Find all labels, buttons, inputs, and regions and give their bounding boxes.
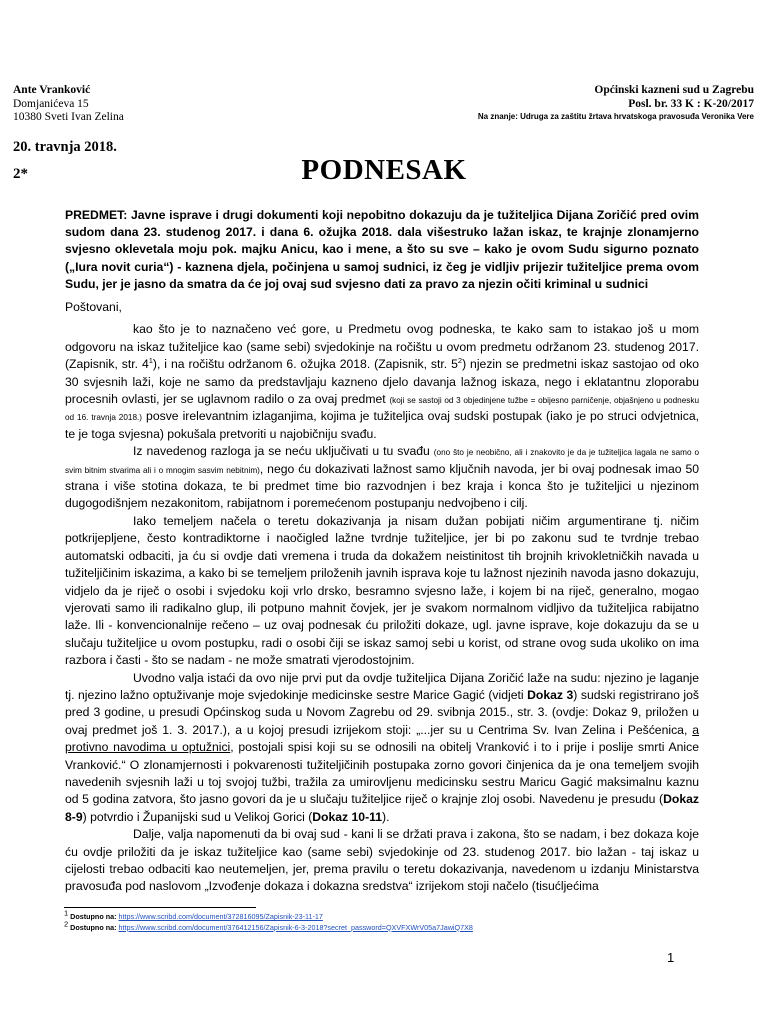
page-number: 1 bbox=[667, 950, 675, 965]
footnote-ref-1: 1 bbox=[148, 356, 153, 366]
sender-street: Domjanićeva 15 bbox=[13, 97, 89, 110]
court-name: Općinski kazneni sud u Zagrebu bbox=[594, 84, 754, 96]
footnote-ref-2: 2 bbox=[457, 356, 463, 366]
document-body bbox=[65, 299, 699, 896]
sender-city: 10380 Sveti Ivan Zelina bbox=[13, 111, 124, 123]
sender-address-block bbox=[13, 84, 124, 125]
evidence-ref: Dokaz 10-11 bbox=[312, 809, 383, 824]
paragraph-1: kao što je to naznačeno već gore, u Predmetu ovog podneska, te kako sam to istakao još u mom odgovoru na iskaz tužiteljice kao (same sebi) svjedokinje na ročištu u ovom predmetu održanom 23. studenog 2017. (Zapisnik, str. $4^1$), i na ročištu održanom 6. ožujka 2018. (Zapisnik, str. $5^2$) njezin se predmetni iskaz sastojao od oko 30 svjesnih laži, koje ne samo da predstavljaju kazneno djelo davanja lažnog iskaza, nego i eklatantnu zloporabu procesnih ovlasti, jer se uglavnom radilo o za ovaj predmet (koji se sastoji od 3 objedinjene tužbe = obijesno parničenje, objašnjeno u podnesku od 16. travnja 2018.) posve irelevantnim izlaganjima, kojima je tužiteljica ovaj sudski postupak (iako je po struci odvjetnica, te je toga svjesna) pokušala pretvoriti u najobičniju svađu. bbox=[65, 322, 699, 441]
evidence-ref: Dokaz 8-9 bbox=[65, 792, 699, 824]
paragraph-4: Uvodno valja istaći da ovo nije prvi put da ovdje tužiteljica Dijana Zoričić laže na sudu: njezino je laganje tj. njezino lažno optuživanje moje svjedokinje medicinske sestre Marice Gagić (vidjeti Dokaz 3) sudski registrirano još pred 3 godine, u presudi Općinskog suda u Novom Zagrebu od 29. svibnja 2015., str. 3. (ovdje: Dokaz 9, priložen u ovaj predmet još 1. 3. 2017.), a u kojoj presudi izrijekom stoji: „...jer su u Centrima Sv. Ivan Zelina i Pešćenica, a protivno navodima u optužnici, postojali spisi koji su se odnosili na obitelj Vranković i to i prije i poslije smrti Anice Vranković.“ O zlonamjernosti i pokvarenosti tužiteljičinih postupaka zorno govori činjenica da je ona temeljem svojih navedenih svjesnih laži u toj svojoj tužbi, tražila za umirovljenu medicinsku sestru Maricu Gagić maksimalnu kaznu od 5 godina zatvora, što jasno govori da je u slučaju tužiteljice riječ o krajnje zloj osobi. Navedenu je presudu (Dokaz 8-9) potvrdio i Županijski sud u Velikoj Gorici (Dokaz 10-11). bbox=[65, 670, 699, 824]
court-block bbox=[478, 84, 754, 123]
evidence-ref: Dokaz 3 bbox=[527, 687, 574, 702]
footnote-link-1[interactable]: https://www.scribd.com/document/372816095/Zapisnik-23-11-17 bbox=[118, 912, 323, 921]
footnote-1: $^1$ Dostupno na: https://www.scribd.com/document/372816095/Zapisnik-23-11-17 bbox=[64, 908, 323, 921]
paragraph-2: Iz navedenog razloga ja se neću uključivati u tu svađu (ono što je neobično, ali i znakovito je da je tužiteljica lagala ne samo o svim bitnim stvarima ali i o mnogim sasvim nebitnim), nego ću dokazivati lažnost samo ključnih navoda, jer bi ovaj podnesak imao 50 strana i više stotina dokaza, te bi predmet time bio razvodnjen i bez kraja i konca što je tužiteljici u njezinom dugogodišnjem nezakonitom, rabijatnom i poremećenom postupanju nedvojbeno i cilj. bbox=[65, 444, 699, 511]
underlined-phrase: a protivno navodima u optužnici bbox=[65, 722, 699, 755]
footnote-link-2[interactable]: https://www.scribd.com/document/376412156/Zapisnik-6-3-2018?secret_password=QXVFXWrV05a7JawiQ7X8 bbox=[118, 922, 473, 932]
paragraph-5: Dalje, valja napomenuti da bi ovaj sud - kani li se držati prava i zakona, što se nadam, i bez dokaza koje ću ovdje priložiti da je iskaz tužiteljice kao (same sebi) svjedokinje od 23. studenog 2017. bio lažan - taj iskaz u cijelosti trebao odbaciti kao neutemeljen, jer, prema pravilu o teretu dokazivanja, navedenom u izdanju Ministarstva pravosuđa pod naslovom „Izvođenje dokaza i dokazna sredstva“ izrijekom stoji načelo (tisućljećima bbox=[65, 827, 699, 894]
inline-small-note: (koji se sastoji od 3 objedinjene tužbe = obijesno parničenje, objašnjeno u podnesku od 16. travnja 2018.) bbox=[65, 396, 699, 423]
cc-note: Na znanje: Udruga za zaštitu žrtava hrvatskoga pravosuđa Veronika Vere bbox=[477, 112, 754, 121]
paragraph-3: Iako temeljem načela o teretu dokazivanja ja nisam dužan pobijati ničim argumentirane tj. ničim potkrijepljene, često kontradiktorne i naočigled lažne tvrdnje tužiteljice, jer bi po zakonu sud te tvrdnje trebao automatski odbaciti, ja ću si ovdje dati vremena i truda da dokažem neistinitost tih brojnih krivokletničkih navada u tužiteljičinim iskazima, a kako bi se temeljem priloženih javnih isprava koje tu lažnost njezinih navoda jasno dokazuju, vidjelo da je riječ o osobi i svjedoku koji vrlo drsko, besramno svjesno laže, i kojem bi na riječ, generalno, mogao vjerovati samo ili radikalno glup, ili potpuno mahnit čovjek, jer je svakom normalnom vidljivo da tužiteljica rabijatno laže. Ili - konvencionalnije rečeno – uz ovaj podnesak ću priložiti dokaze, ugl. javne isprave, koje dokazuju da se u slučaju tužiteljice u ovom postupku, radi o osobi čiji se iskaz samoj sebi u korist, od strane ovog suda ukoliko on ima razbora i časti - što se nadam - ne može smatrati vjerodostojnim. bbox=[65, 513, 699, 668]
footnotes bbox=[64, 908, 724, 933]
document-date: 20. travnja 2018. bbox=[13, 139, 117, 155]
greeting: Poštovani, bbox=[65, 300, 122, 314]
case-number: Posl. br. 33 K : K-20/2017 bbox=[628, 97, 754, 110]
inline-small-note: (ono što je neobično, ali i znakovito je da je tužiteljica lagala ne samo o svim bitnim stvarima ali i o mnogim sasvim nebitnim) bbox=[65, 448, 699, 475]
sender-name: Ante Vranković bbox=[13, 84, 91, 96]
document-title: PODNESAK bbox=[301, 154, 467, 186]
document-mark: 2* bbox=[13, 166, 28, 182]
subject-paragraph: PREDMET: Javne isprave i drugi dokumenti koji nepobitno dokazuju da je tužiteljica Dijana Zoričić pred ovim sudom dana 23. studenog 2017. i dana 6. ožujka 2018. dala višestruko lažan iskaz, te krajnje zlonamjerno svjesno oklevetala moju pok. majku Anicu, kao i mene, a što su sve – kako je ovom Sudu sigurno poznato („Iura novit curia“) - kaznena djela, počinjena u samoj sudnici, iz čeg je vidljiv prijezir tužiteljice prema ovom Sudu, jer je jasno da smatra da će joj ovaj sud svjesno dati za pravo za njezin očiti kriminal u sudnici bbox=[65, 208, 699, 291]
footnote-divider bbox=[64, 907, 256, 908]
footnote-2: $^2$ Dostupno na: https://www.scribd.com/document/376412156/Zapisnik-6-3-2018?secret_password=QXVFXWrV05a7JawiQ7X8 bbox=[64, 919, 473, 932]
